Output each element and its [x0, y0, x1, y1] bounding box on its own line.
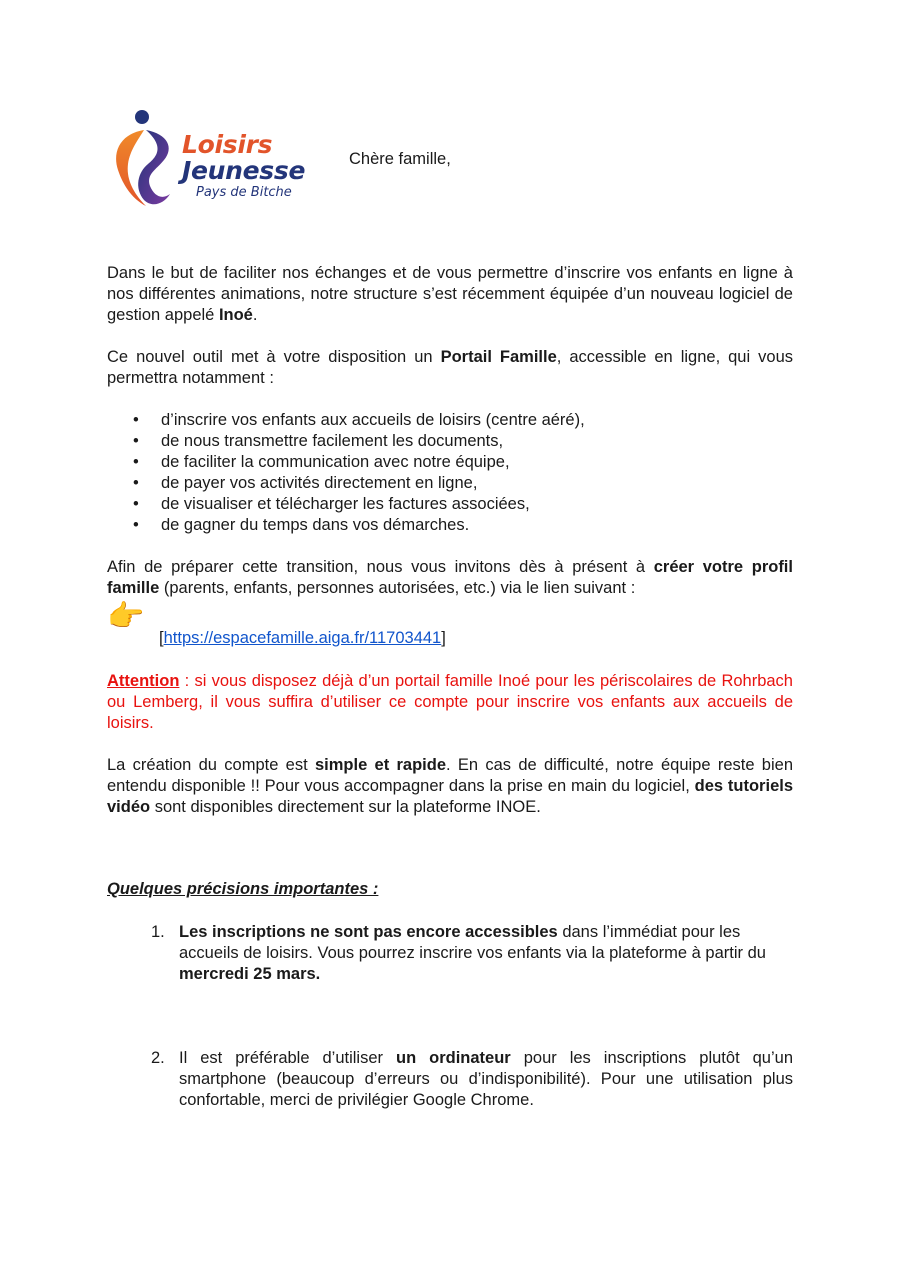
profile-text2: (parents, enfants, personnes autorisées, etc.) via le lien suivant :	[159, 579, 636, 597]
pointing-hand-icon: 👉	[107, 600, 145, 633]
list-item: • de faciliter la communication avec notre équipe,	[107, 452, 793, 473]
portal-bold: Portail Famille	[440, 348, 557, 366]
logo-line-loisirs: Loisirs	[182, 130, 273, 159]
portal-text2: , accessible en ligne, qui vous permettra notamment :	[107, 348, 793, 387]
portal-paragraph	[107, 347, 793, 389]
item-number: 2.	[151, 1049, 165, 1067]
creation-text3: sont disponibles directement sur la plateforme INOE.	[150, 798, 541, 816]
creation-text1: La création du compte est	[107, 756, 315, 774]
attention-text: : si vous disposez déjà d’un portail famille Inoé pour les périscolaires de Rohrbach ou Lemberg, il vous suffira d’utiliser ce compte pour inscrire vos enfants aux accueils de loisirs.	[107, 672, 793, 732]
creation-bold1: simple et rapide	[314, 756, 447, 774]
intro-text: Dans le but de faciliter nos échanges et de vous permettre d’inscrire vos enfants en ligne à nos différentes animations, notre structure s’est récemment équipée d’un nouveau logiciel de gestion appelé	[107, 264, 793, 324]
section-title: Quelques précisions importantes :	[107, 880, 379, 898]
item1-bold2: mercredi 25 mars.	[179, 965, 321, 983]
item-text	[179, 922, 793, 985]
item2-bold1: un ordinateur	[396, 1049, 511, 1067]
profile-bold: créer votre profil famille	[107, 558, 793, 597]
intro-paragraph	[107, 263, 793, 326]
item-number: 1.	[151, 923, 165, 941]
logo-line-pays: Pays de Bitche	[196, 185, 292, 200]
logo-line-jeunesse: Jeunesse	[182, 156, 306, 185]
item1-text1: dans l’immédiat pour les accueils de loisirs. Vous pourrez inscrire vos enfants via la plateforme à partir du	[179, 923, 766, 962]
link-bracket-open: [	[159, 629, 164, 647]
espace-famille-link[interactable]: https://espacefamille.aiga.fr/11703441	[163, 629, 442, 647]
greeting: Chère famille,	[349, 150, 451, 168]
item2-text1: Il est préférable d’utiliser	[179, 1049, 396, 1067]
item1-bold1: Les inscriptions ne sont pas encore accessibles	[179, 923, 558, 941]
loisirs-jeunesse-logo	[112, 108, 342, 210]
list-item: • de nous transmettre facilement les documents,	[107, 431, 793, 452]
list-item: • de payer vos activités directement en ligne,	[107, 473, 793, 494]
list-item: • de visualiser et télécharger les factures associées,	[107, 494, 793, 515]
intro-end: .	[252, 306, 258, 324]
list-item: • d’inscrire vos enfants aux accueils de loisirs (centre aéré),	[107, 410, 793, 431]
profile-paragraph	[107, 557, 793, 599]
creation-paragraph	[107, 755, 793, 818]
creation-text2: . En cas de difficulté, notre équipe reste bien entendu disponible !! Pour vous accompagner dans la prise en main du logiciel,	[107, 756, 793, 795]
link-bracket-close: ]	[441, 629, 446, 647]
portal-text1: Ce nouvel outil met à votre disposition un	[107, 348, 441, 366]
feature-list	[107, 410, 793, 536]
intro-bold: Inoé	[218, 306, 253, 324]
profile-text1: Afin de préparer cette transition, nous vous invitons dès à présent à	[107, 558, 654, 576]
item-text	[179, 1048, 793, 1111]
item2-text2: pour les inscriptions plutôt qu’un smartphone (beaucoup d’erreurs ou d’indisponibilité). Pour une utilisation plus confortable, merci de privilégier Google Chrome.	[179, 1049, 794, 1109]
list-item: • de gagner du temps dans vos démarches.	[107, 515, 793, 536]
signup-link-line	[159, 628, 446, 649]
logo-figure-icon	[112, 108, 182, 210]
logo-wordmark	[182, 132, 305, 200]
attention-paragraph	[107, 671, 793, 734]
attention-label: Attention	[107, 672, 180, 690]
creation-bold2: des tutoriels vidéo	[107, 777, 794, 816]
